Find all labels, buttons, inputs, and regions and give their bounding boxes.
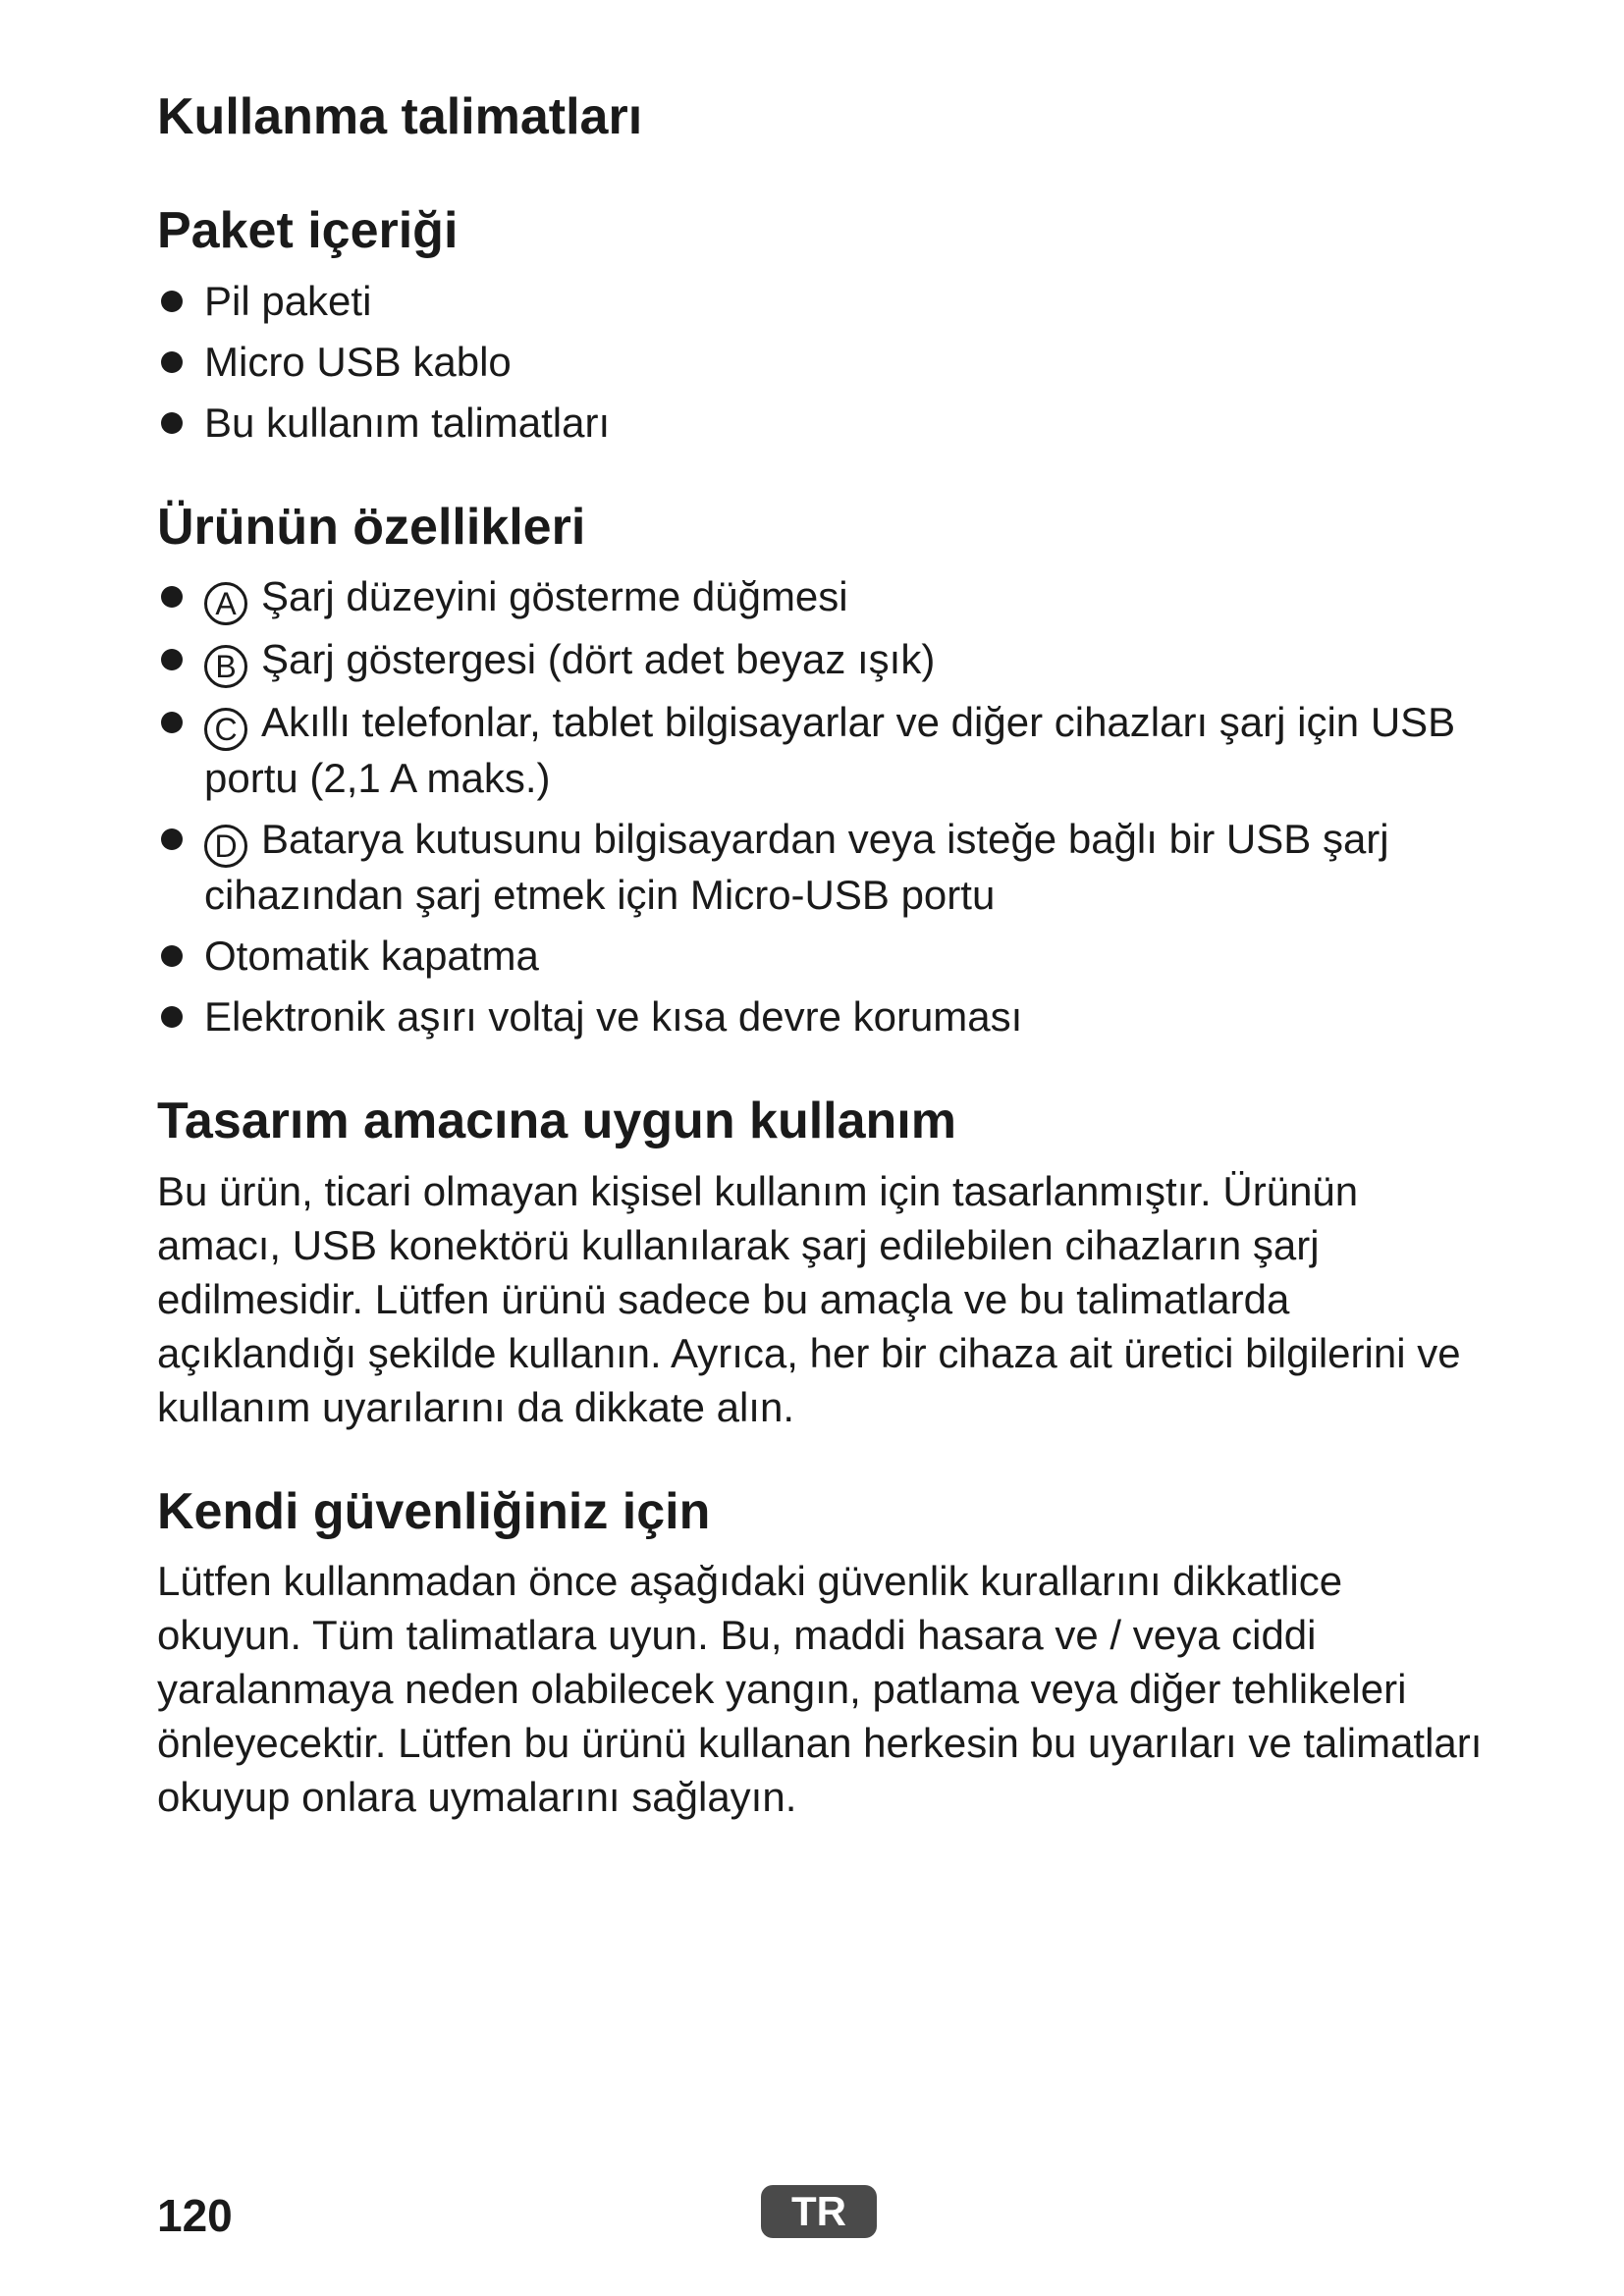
list-item: [157, 929, 1492, 983]
list-item: [157, 274, 1492, 328]
list-item-text: Elektronik aşırı voltaj ve kısa devre koruması: [204, 993, 1023, 1041]
list-item-text: Şarj düzeyini gösterme düğmesi: [261, 573, 848, 620]
bullet-icon: [161, 828, 183, 850]
list-item-text: Micro USB kablo: [204, 338, 512, 385]
intended-use-section: [157, 1091, 1492, 1433]
features-heading: Ürünün özellikleri: [157, 498, 586, 556]
bullet-icon: [161, 291, 183, 312]
safety-section: [157, 1481, 1492, 1824]
list-item-text: Pil paketi: [204, 277, 372, 324]
bullet-icon: [161, 351, 183, 373]
bullet-icon: [161, 945, 183, 967]
intended-use-body: Bu ürün, ticari olmayan kişisel kullanım için tasarlanmıştır. Ürünün amacı, USB konektörü kullanılarak şarj edilebilen cihazların şarj edilmesidir. Lütfen ürünü sadece bu amaçla ve bu talimatlarda açıklandığı şekilde kullanın. Ayrıca, her bir cihaza ait üretici bilgilerini ve kullanım uyarılarını da dikkate alın.: [157, 1167, 1461, 1430]
package-contents-list: [157, 274, 1492, 450]
list-item: [157, 812, 1492, 922]
package-contents-heading: Paket içeriği: [157, 202, 459, 260]
intended-use-heading: Tasarım amacına uygun kullanım: [157, 1093, 956, 1150]
list-item-text: Bu kullanım talimatları: [204, 399, 611, 446]
bullet-icon: [161, 649, 183, 670]
list-item-text: Şarj göstergesi (dört adet beyaz ışık): [261, 636, 936, 683]
list-item: [157, 632, 1492, 688]
page-number: 120: [157, 2190, 233, 2241]
list-item: [157, 569, 1492, 625]
bullet-icon: [161, 586, 183, 608]
circled-letter-b-icon: B: [204, 645, 247, 688]
circled-letter-d-icon: D: [204, 825, 247, 868]
features-section: [157, 497, 1492, 1043]
bullet-icon: [161, 412, 183, 434]
list-item-text: Batarya kutusunu bilgisayardan veya isteğe bağlı bir USB şarj cihazından şarj etmek için Micro-USB portu: [204, 816, 1389, 919]
list-item: [157, 695, 1492, 805]
list-item: [157, 989, 1492, 1043]
bullet-icon: [161, 712, 183, 733]
document-page: [157, 86, 1492, 1871]
language-badge: TR: [761, 2185, 877, 2238]
list-item-text: Akıllı telefonlar, tablet bilgisayarlar ve diğer cihazları şarj için USB portu (2,1 A maks.): [204, 699, 1456, 802]
list-item: [157, 335, 1492, 389]
list-item-text: Otomatik kapatma: [204, 933, 539, 980]
list-item: [157, 396, 1492, 450]
bullet-icon: [161, 1006, 183, 1028]
circled-letter-c-icon: C: [204, 708, 247, 751]
package-contents-section: [157, 200, 1492, 449]
page-title: Kullanma talimatları: [157, 88, 643, 145]
features-list: [157, 569, 1492, 1043]
circled-letter-a-icon: A: [204, 582, 247, 625]
safety-heading: Kendi güvenliğiniz için: [157, 1482, 711, 1540]
safety-body: Lütfen kullanmadan önce aşağıdaki güvenlik kurallarını dikkatlice okuyun. Tüm talimatlara uyun. Bu, maddi hasara ve / veya ciddi yaralanmaya neden olabilecek yangın, patlama veya diğer tehlikeleri önleyecektir. Lütfen bu ürünü kullanan herkesin bu uyarıları ve talimatları okuyup onlara uymalarını sağlayın.: [157, 1557, 1483, 1820]
